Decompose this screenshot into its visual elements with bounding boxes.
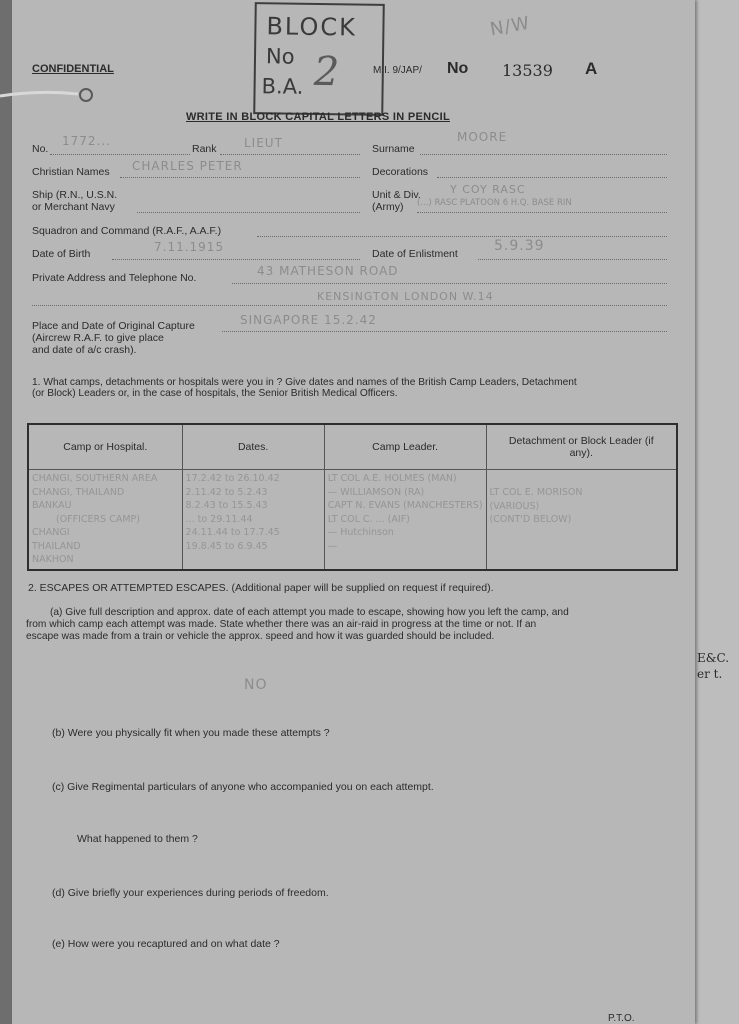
date-entry: 8.2.43 to 15.5.43 [185,500,268,511]
background-page-text-2: er t. [697,667,723,681]
dob-label: Date of Birth [32,248,91,260]
question-2d: (d) Give briefly your experiences during periods of freedom. [52,887,329,899]
question-2-title: 2. ESCAPES OR ATTEMPTED ESCAPES. (Additional paper will be supplied on request if required). [28,582,494,594]
stamp-no-text: No [265,44,295,69]
decorations-label: Decorations [372,166,429,178]
surname-value: MOORE [457,130,508,144]
camp-entry: NAKHON [32,554,74,565]
leaders-column [324,470,486,571]
detachments-column [486,470,677,571]
christian-names-value: CHARLES PETER [132,159,243,173]
squadron-label: Squadron and Command (R.A.F., A.A.F.) [32,225,222,237]
serial-number: 13539 [502,61,553,80]
header-camp-leader: Camp Leader. [324,424,486,470]
ship-label-line-1: Ship (R.N., U.S.N. [32,189,118,201]
camp-entry: CHANGI [32,527,70,538]
no-label: No. [32,143,49,155]
background-page-edge [690,0,739,1024]
christian-names-label: Christian Names [32,166,110,178]
camp-entry: BANKAU [32,500,72,511]
enlistment-value: 5.9.39 [494,238,545,254]
question-2a-line-3: escape was made from a train or vehicle the approx. speed and how it was guarded should be included. [26,631,495,642]
header-detachment: Detachment or Block Leader (if any). [486,424,677,470]
binder-string-icon [0,80,120,110]
rank-value: LIEUT [244,136,283,150]
question-1-line-2: (or Block) Leaders or, in the case of hospitals, the Senior British Medical Officers. [32,388,398,399]
instruction-heading: WRITE IN BLOCK CAPITAL LETTERS IN PENCIL [186,111,450,123]
capture-value: SINGAPORE 15.2.42 [240,313,377,327]
camps-table [27,423,678,571]
question-1-line-1: 1. What camps, detachments or hospitals were you in ? Give dates and names of the British Camp Leaders, Detachment [32,377,577,388]
stamp-ba-text: B.A. [261,74,304,99]
unit-label-line-1: Unit & Div. [372,189,421,201]
leader-entry: CAPT N. EVANS (MANCHESTERS) [327,500,483,511]
date-entry: 19.8.45 to 6.9.45 [185,540,268,552]
date-entry: 2.11.42 to 5.2.43 [185,486,268,498]
serial-suffix: A [585,59,598,78]
question-2e: (e) How were you recaptured and on what date ? [52,938,280,950]
capture-label-line-1: Place and Date of Original Capture [32,320,195,332]
question-2a-answer: NO [244,677,268,693]
leader-entry: LT COL C. ... (AIF) [327,513,410,525]
leader-entry: — Hutchinson [327,527,394,538]
detachment-entry: LT COL E. MORISON [489,487,583,498]
top-scribble: N/W [488,12,532,41]
date-entry: 24.11.44 to 17.7.45 [185,527,280,538]
form-reference: M.I. 9/JAP/ [373,65,422,76]
ship-label [32,189,117,213]
form-page [12,0,695,1024]
question-2a-line-1: (a) Give full description and approx. date of each attempt you made to escape, showing how you left the camp, and [50,607,569,618]
serial-label: No [447,60,469,77]
unit-label [372,189,421,213]
unit-value-1: Y COY RASC [450,183,526,196]
address-label: Private Address and Telephone No. [32,272,197,284]
header-camp: Camp or Hospital. [28,424,182,470]
block-stamp [253,2,385,116]
stamp-number: 2 [313,48,340,96]
pto-label: P.T.O. [608,1013,635,1024]
header-dates: Dates. [182,424,324,470]
surname-label: Surname [372,143,415,155]
question-2b: (b) Were you physically fit when you made these attempts ? [52,727,330,739]
date-entry: 17.2.42 to 26.10.42 [185,473,280,484]
rank-label: Rank [192,143,217,155]
question-2c: (c) Give Regimental particulars of anyone who accompanied you on each attempt. [52,781,434,793]
ship-label-line-2: or Merchant Navy [32,201,115,213]
classification-label: CONFIDENTIAL [32,63,114,75]
enlistment-label: Date of Enlistment [372,248,458,260]
camps-table-header [28,424,677,470]
no-value: 1772... [62,134,111,148]
leader-entry: — WILLIAMSON (RA) [327,486,425,498]
unit-label-line-2: (Army) [372,201,404,213]
leader-entry: — [327,540,338,552]
camp-entry: CHANGI, SOUTHERN AREA [32,473,158,484]
stamp-block-text: BLOCK [266,12,358,42]
capture-label-line-3: and date of a/c crash). [32,344,137,356]
date-entry: ... to 29.11.44 [185,513,253,525]
leader-entry: LT COL A.E. HOLMES (MAN) [327,473,457,484]
camp-entry: CHANGI, THAILAND [32,486,125,498]
detachment-entry: (CONT'D BELOW) [489,514,572,525]
capture-label-line-2: (Aircrew R.A.F. to give place [32,332,164,344]
unit-value-2: (...) RASC PLATOON 6 H.Q. BASE RIN [417,198,572,208]
camp-entry: (OFFICERS CAMP) [56,513,140,525]
question-2c-followup: What happened to them ? [77,833,198,845]
detachment-entry: (VARIOUS) [489,500,540,512]
address-value-1: 43 MATHESON ROAD [257,264,399,278]
camps-table-body [28,470,677,571]
dob-value: 7.11.1915 [154,240,225,254]
dates-column [182,470,324,571]
capture-label [32,320,195,356]
camp-entry: THAILAND [32,540,81,552]
camps-column [28,470,182,571]
question-2a-line-2: from which camp each attempt was made. State whether there was an air-raid in progress at the time or not. If an [26,619,537,630]
address-value-2: KENSINGTON LONDON W.14 [317,290,494,303]
background-page-text-1: E&C. [697,651,730,665]
